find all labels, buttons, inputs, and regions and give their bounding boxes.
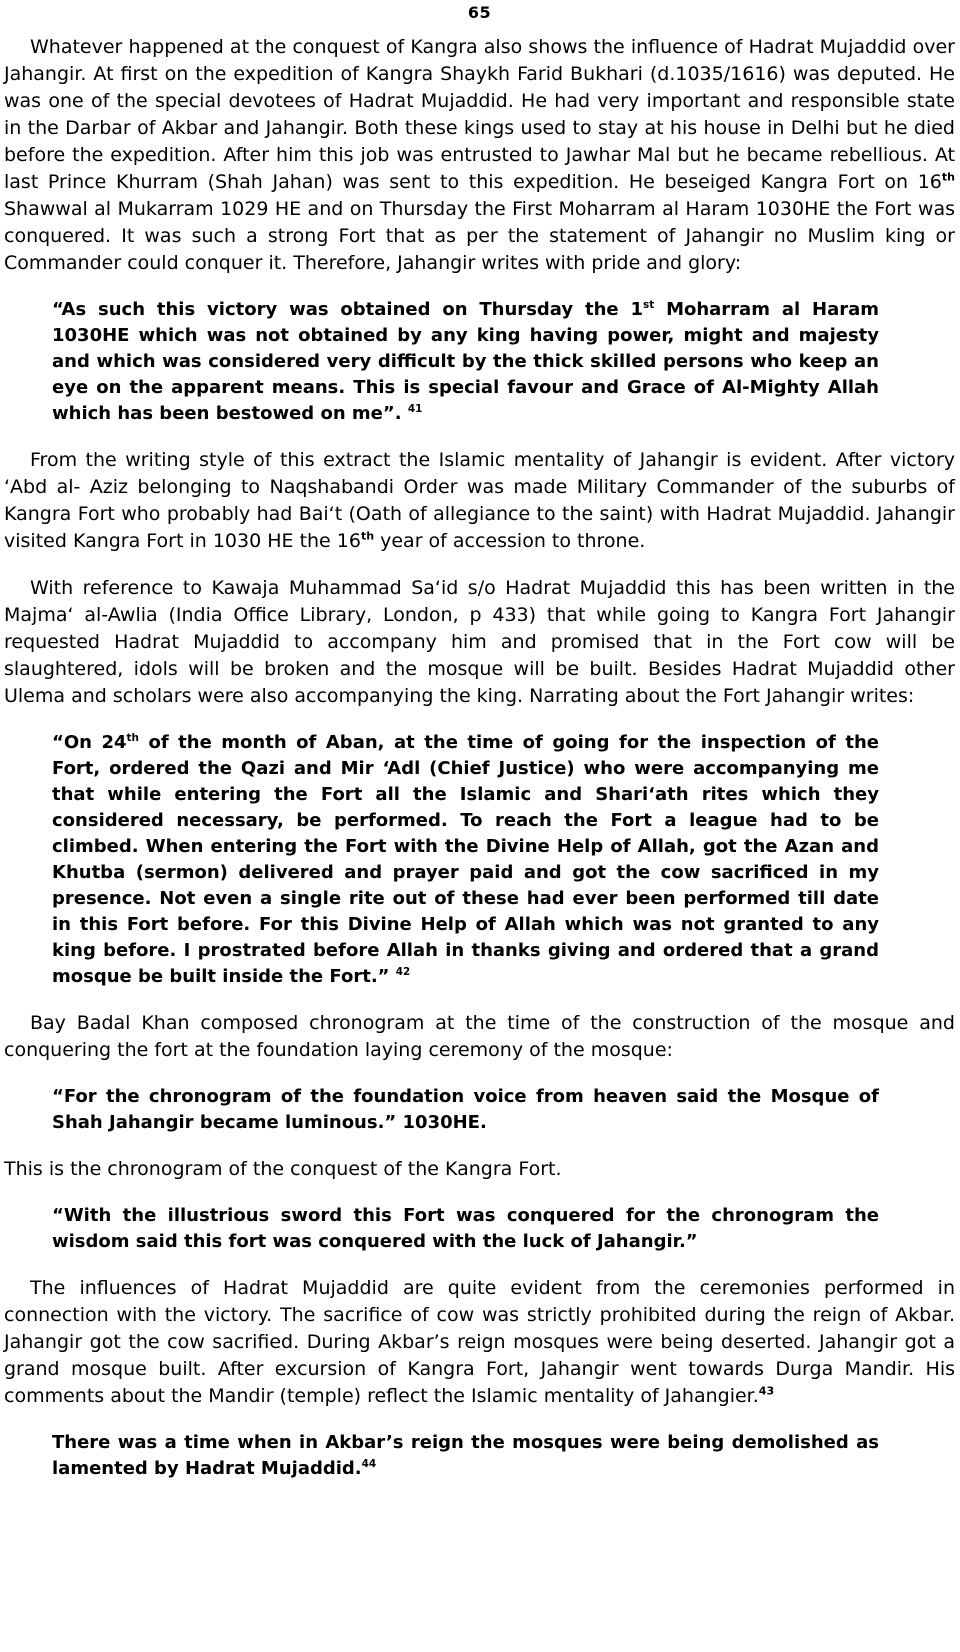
superscript-note: 44 [361,1458,377,1470]
paragraph: With reference to Kawaja Muhammad Sa‘id s/o Hadrat Mujaddid this has been written in the Majma‘ al-Awlia (India Office Library, London, p 433) that while going to Kangra Fort Jahangir requested Hadrat Mujaddid to accompany him and promised that in the Fort cow will be slaughtered, idols will be broken and the mosque will be built. Besides Hadrat Mujaddid other Ulema and scholars were also accompanying the king. Narrating about the Fort Jahangir writes: [4,577,955,707]
page-number: 65 [467,3,492,22]
block-quote: “For the chronogram of the foundation voice from heaven said the Mosque of Shah Jahangir became luminous.” 1030HE. [52,1086,879,1133]
superscript-note: th [360,529,375,543]
superscript-note: 41 [407,403,423,415]
superscript-note: 43 [758,1384,775,1398]
superscript-note: th [126,732,139,744]
block-quote: “As such this victory was obtained on Thursday the 1st Moharram al Haram 1030HE which was not obtained by any king having power, might and majesty and which was considered very difficult by the thick skilled persons who keep an eye on the apparent means. This is special favour and Grace of Al-Mighty Allah which has been bestowed on me”. $^{41}$ [52,299,879,424]
superscript-note: st [643,299,655,311]
superscript-note: th [941,170,955,184]
block-quote: “With the illustrious sword this Fort was conquered for the chronogram the wisdom said this fort was conquered with the luck of Jahangir.” [52,1205,879,1252]
paragraph: Bay Badal Khan composed chronogram at the time of the construction of the mosque and conquering the fort at the foundation laying ceremony of the mosque: [4,1012,955,1061]
paragraph: From the writing style of this extract the Islamic mentality of Jahangir is evident. After victory ‘Abd al- Aziz belonging to Naqshabandi Order was made Military Commander of the suburbs of Kangra Fort who probably had Bai‘t (Oath of allegiance to the saint) with Hadrat Mujaddid. Jahangir visited Kangra Fort in 1030 HE the 16th year of accession to throne. [4,449,955,552]
block-quote: There was a time when in Akbar’s reign the mosques were being demolished as lamented by Hadrat Mujaddid.$^{44}$ [52,1432,879,1479]
page-content [4,34,955,1482]
paragraph: Whatever happened at the conquest of Kangra also shows the influence of Hadrat Mujaddid over Jahangir. At first on the expedition of Kangra Shaykh Farid Bukhari (d.1035/1616) was deputed. He was one of the special devotees of Hadrat Mujaddid. He had very important and responsible state in the Darbar of Akbar and Jahangir. Both these kings used to stay at his house in Delhi but he died before the expedition. After him this job was entrusted to Jawhar Mal but he became rebellious. At last Prince Khurram (Shah Jahan) was sent to this expedition. He beseiged Kangra Fort on 16th Shawwal al Mukarram 1029 HE and on Thursday the First Moharram al Haram 1030HE the Fort was conquered. It was such a strong Fort that as per the statement of Jahangir no Muslim king or Commander could conquer it. Therefore, Jahangir writes with pride and glory: [4,36,955,274]
paragraph: This is the chronogram of the conquest of the Kangra Fort. [4,1158,562,1180]
block-quote: “On 24th of the month of Aban, at the time of going for the inspection of the Fort, ordered the Qazi and Mir ‘Adl (Chief Justice) who were accompanying me that while entering the Fort all the Islamic and Shari‘ath rites which they considered necessary, be performed. To reach the Fort a league had to be climbed. When entering the Fort with the Divine Help of Allah, got the Azan and Khutba (sermon) delivered and prayer paid and got the cow sacrificed in my presence. Not even a single rite out of these had ever been performed till date in this Fort before. For this Divine Help of Allah which was not granted to any king before. I prostrated before Allah in thanks giving and ordered that a grand mosque be built inside the Fort.” $^{42}$ [52,732,879,987]
paragraph: The influences of Hadrat Mujaddid are quite evident from the ceremonies performed in connection with the victory. The sacrifice of cow was strictly prohibited during the reign of Akbar. Jahangir got the cow sacrified. During Akbar’s reign mosques were being deserted. Jahangir got a grand mosque built. After excursion of Kangra Fort, Jahangir went towards Durga Mandir. His comments about the Mandir (temple) reflect the Islamic mentality of Jahangier.$^{43}$ [4,1277,955,1407]
superscript-note: 42 [395,966,411,978]
